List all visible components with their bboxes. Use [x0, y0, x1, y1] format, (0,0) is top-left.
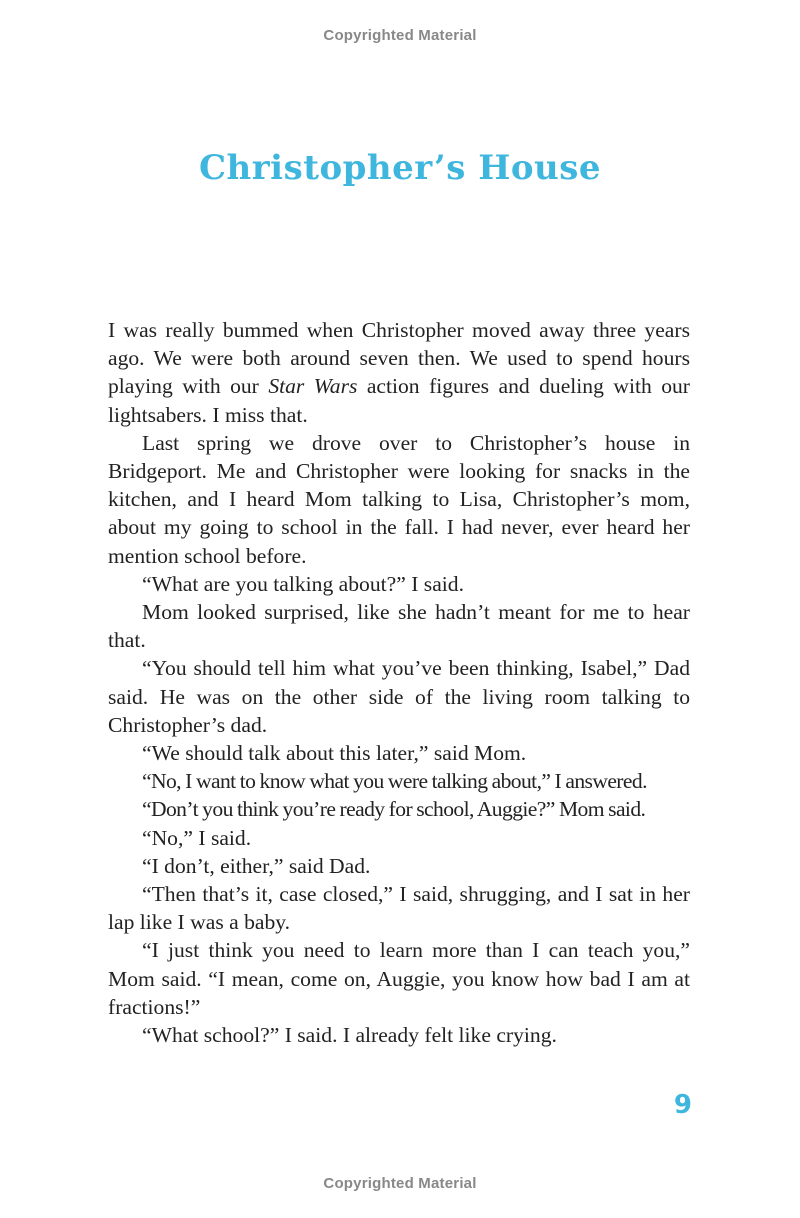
paragraph	[108, 316, 690, 429]
paragraph-text: I was really bummed when Christopher moved away three years ago. We were both around seven then. We used to spend hours playing with our	[108, 318, 690, 399]
paragraph-text: action figures and dueling with our lightsabers. I miss that.	[108, 374, 690, 427]
paragraph: Last spring we drove over to Christopher’s house in Bridgeport. Me and Christopher were looking for snacks in the kitchen, and I heard Mom talking to Lisa, Christopher’s mom, about my going to school in the fall. I had never, ever heard her mention school before.	[108, 430, 690, 568]
copyright-watermark-bottom: Copyrighted Material	[323, 1175, 477, 1192]
copyright-watermark-top: Copyrighted Material	[323, 27, 477, 44]
paragraph: “We should talk about this later,” said Mom.	[142, 741, 527, 766]
chapter-title: Christopher’s House	[198, 148, 602, 188]
paragraph: “I just think you need to learn more than I can teach you,” Mom said. “I mean, come on, Auggie, you know how bad I am at fractions!”	[108, 938, 690, 1019]
paragraph: “What are you talking about?” I said.	[142, 571, 464, 596]
paragraph: “I don’t, either,” said Dad.	[142, 853, 371, 878]
paragraph: Mom looked surprised, like she hadn’t meant for me to hear that.	[108, 600, 690, 653]
paragraph: “No,” I said.	[142, 825, 252, 850]
paragraph: “What school?” I said. I already felt like crying.	[142, 1023, 557, 1048]
body-text	[108, 316, 690, 1049]
page-number: 9	[673, 1090, 692, 1120]
paragraph: “Then that’s it, case closed,” I said, shrugging, and I sat in her lap like I was a baby.	[108, 882, 690, 935]
paragraph: “Don’t you think you’re ready for school, Auggie?” Mom said.	[142, 797, 646, 822]
book-title-emphasis: Star Wars	[268, 374, 358, 399]
paragraph: “No, I want to know what you were talking about,” I answered.	[142, 769, 647, 794]
paragraph: “You should tell him what you’ve been thinking, Isabel,” Dad said. He was on the other side of the living room talking to Christopher’s dad.	[108, 656, 690, 737]
